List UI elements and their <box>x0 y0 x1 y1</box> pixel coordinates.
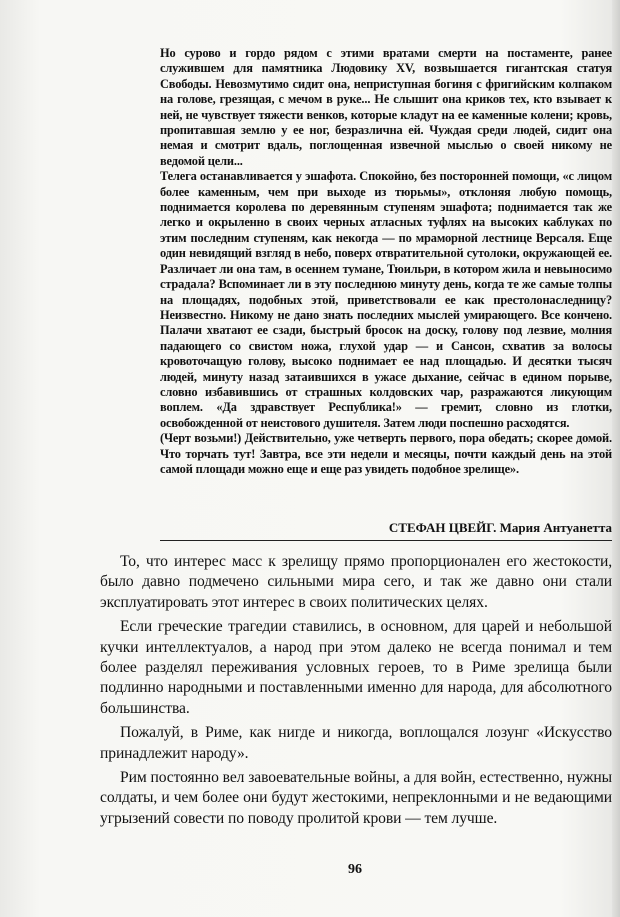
quote-paragraph: Телега останавливается у эшафота. Спокойно, без посторонней помощи, «с лицом более каменным, чем при выходе из тюрьмы», отклоняя любую помощь, поднимается королева по деревянным ступеням эшафота; поднимается так же легко и окрыленно в своих черных атласных туфлях на высоких каблуках по этим последним ступеням, как некогда — по мраморной лестнице Версаля. Еще один невидящий взгляд в небо, поверх отвратительной сутолоки, окружающей ее. Различает ли она там, в осеннем тумане, Тюильри, в котором жила и невыносимо страдала? Вспоминает ли в эту последнюю минуту день, когда те же самые толпы на площадях, подобных этой, приветствовали ее как престолонаследницу? Неизвестно. Никому не дано знать последних мыслей умирающего. Все кончено. Палачи хватают ее сзади, быстрый бросок на доску, голову под лезвие, молния падающего со свистом ножа, глухой удар — и Сансон, схватив за волосы кровоточащую голову, высоко поднимает ее над площадью. И десятки тысяч людей, минуту назад затаившихся в ужасе дыхание, сейчас в едином порыве, словно избавившись от страшных колдовских чар, разражаются ликующим воплем. «Да здравствует Республика!» — гремит, словно из глотки, освобожденной от неистового душителя. Затем люди поспешно расходятся. <box>160 169 612 430</box>
body-paragraph: То, что интерес масс к зрелищу прямо пропорционален его жестокости, было давно подмечено сильными мира сего, и так же давно они стали эксплуатировать этот интерес в своих политических целях. <box>100 553 612 611</box>
body-paragraph: Рим постоянно вел завоевательные войны, а для войн, естественно, нужны солдаты, и чем более они будут жестокими, непреклонными и не ведающими угрызений совести по поводу пролитой крови — тем лучше. <box>100 769 612 827</box>
quote-paragraph: (Черт возьми!) Действительно, уже четверть первого, пора обедать; скорее домой. Что торчать тут! Завтра, все эти недели и месяцы, почти каждый день на этой самой площади можно еще и еще раз увидеть подобное зрелище». <box>160 431 612 476</box>
quote-attribution: СТЕФАН ЦВЕЙГ. Мария Антуанетта <box>160 520 612 541</box>
page-number: 96 <box>348 862 362 877</box>
body-paragraph: Если греческие трагедии ставились, в основном, для царей и небольшой кучки интеллектуалов, а народ при этом далеко не всегда понимал и тем более разделял переживания условных героев, то в Риме зрелища были подлинно народными и поставленными именно для народа, для абсолютного большинства. <box>100 618 612 717</box>
quote-paragraph: Но сурово и гордо рядом с этими вратами смерти на постаменте, ранее служившем для памятника Людовику XV, возвышается гигантская статуя Свободы. Невозмутимо сидит она, неприступная богиня с фригийским колпаком на голове, грезящая, с мечом в руке... Не слышит она криков тех, кто взывает к ней, не чувствует тяжести венков, которые кладут на ее каменные колени; кровь, пропитавшая землю у ее ног, безразлична ей. Чуждая среди людей, сидит она немая и смотрит вдаль, поглощенная извечной мыслью о своей никому не ведомой цели... <box>160 46 612 168</box>
body-paragraph: Пожалуй, в Риме, как нигде и никогда, воплощался лозунг «Искусство принадлежит народу». <box>100 724 612 762</box>
page-edge-shadow <box>612 0 620 917</box>
main-text <box>100 552 612 833</box>
epigraph-quote <box>160 46 612 477</box>
